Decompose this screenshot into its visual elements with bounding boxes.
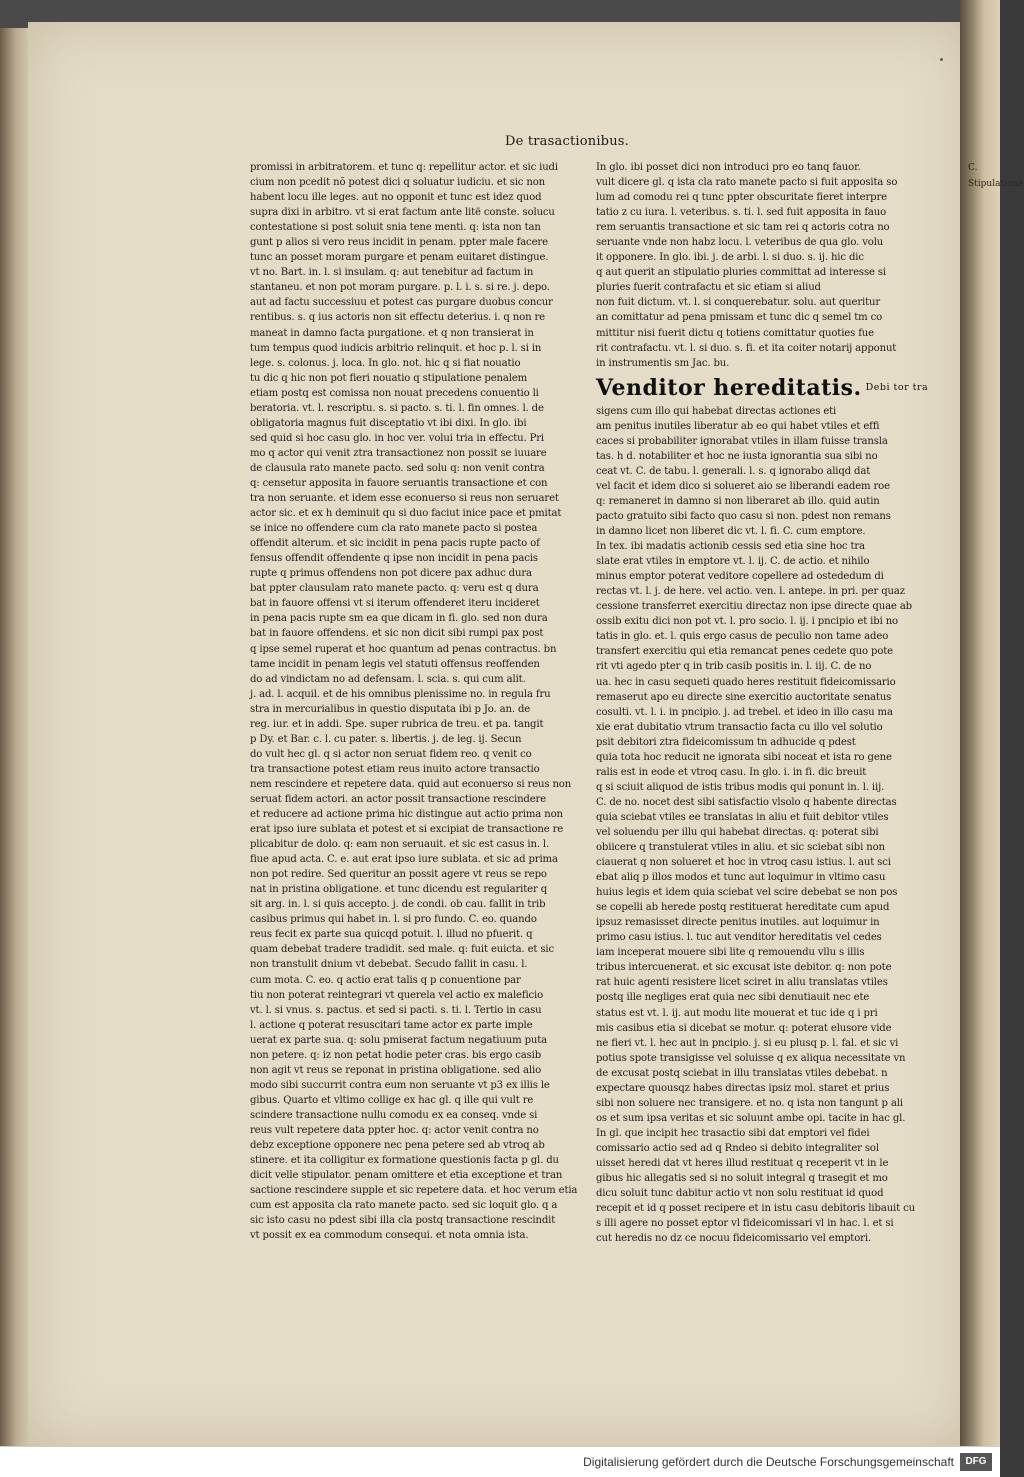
text-line: sigens cum illo qui habebat directas actiones eti [596,405,837,417]
text-line: non transtulit dnium vt debebat. Secudo fallit in casu. l. [250,959,528,971]
text-line: ne fieri vt. l. hec aut in pncipio. j. si eu plusq p. l. fal. et sic vi [596,1037,899,1049]
text-line: obiicere q transtulerat vtiles in aliu. et sic sciebat sibi non [596,842,885,854]
text-line: cosulti. vt. l. i. in pncipio. j. ad trebel. et ideo in illo casu ma [596,706,893,718]
text-line: sibi non soluere nec transigere. et no. q ista non tangunt p ali [596,1097,903,1109]
text-line: remaserut apo eu directe sine exercitio auctoritate senatus [596,691,892,703]
text-line: in pena pacis rupte sm ea que dicam in fi. glo. sed non dura [250,613,548,625]
running-head: De trasactionibus. [505,134,629,149]
text-line: os et sum ipsa veritas et sic soluunt ambe opi. tacite in hac gl. [596,1112,906,1124]
text-line: erat ipso iure sublata et potest et si excipiat de transactione re [250,824,564,836]
text-line: quia tota hoc reducit ne ignorata sibi noceat et ista ro gene [596,751,892,763]
viewer-footer [0,1446,1000,1477]
text-line: potius spote transigisse vel soluisse q ex aliqua necessitate vn [596,1052,906,1064]
text-line: pacto gratuito sibi facto quo casu si non. pdest non remans [596,510,891,522]
text-line: bat ppter clausulam rato manete pacto. q: veru est q dura [250,583,539,595]
text-line: vult dicere gl. q ista cla rato manete pacto si fuit apposita so [596,177,898,189]
text-line: quam debebat tradere tradidit. sed male. q: fuit euicta. et sic [250,944,554,956]
text-line: mo q actor qui venit ztra transactionez non possit se iuuare [250,447,547,459]
text-line: contestatione si post soluit snia tene menti. q: ista non tan [250,222,541,234]
text-line: cut heredis no dz ce nocuu fideicomissario vel emptori. [596,1233,871,1245]
section-heading [596,374,929,402]
text-line: sed quid si hoc casu glo. in hoc ver. volui tria in effectu. Pri [250,432,545,444]
text-line: comissario actio sed ad q Rndeo si debito integraliter sol [596,1142,879,1154]
text-line: tame incidit in penam legis vel statuti offensus reoffenden [250,658,540,670]
text-line: gibus. Quarto et vltimo collige ex hac gl. q ille qui vult re [250,1094,534,1106]
text-line: tra transactione potest etiam reus inuito actore transactio [250,763,540,775]
text-line: non fuit dictum. vt. l. si conquerebatur. solu. aut queritur [596,297,881,309]
text-line: pluries fuerit contrafactu et sic etiam si aliud [596,282,821,294]
text-line: rem seruantis transactione et sic tam rei q actoris cotra no [596,222,890,234]
text-line: tunc an posset moram purgare et penam euitaret distingue. [250,252,549,264]
text-line: In gl. que incipit hec trasactio sibi dat emptori vel fidei [596,1127,870,1139]
text-line: primo casu istius. l. tuc aut venditor hereditatis vel cedes [596,932,882,944]
text-line: tum tempus quod iudicis arbitrio relinquit. et hoc p. l. si in [250,342,542,354]
text-line: tatio z cu iura. l. veteribus. s. ti. l. sed fuit apposita in fauo [596,207,887,219]
text-line: de excusat postq sciebat in illu translatas vtiles debebat. n [596,1067,888,1079]
text-line: ossib exitu dici non pot vt. l. pro socio. l. ij. i pncipio et ibi no [596,616,898,628]
text-line: ceat vt. C. de tabu. l. generali. l. s. q ignorabo aliqd dat [596,465,871,477]
text-line: huius legis et idem quia sciebat vel scire debebat se non pos [596,887,898,899]
book-gutter [960,0,1024,1446]
text-line: in instrumentis sm Jac. bu. [596,357,730,369]
text-line: lege. s. colonus. j. loca. In glo. not. hic q si fiat nouatio [250,357,521,369]
text-line: reg. iur. et in addi. Spe. super rubrica de treu. et pa. tangit [250,718,544,730]
text-line: cum mota. C. eo. q actio erat talis q p conuentione par [250,974,521,986]
text-line: C. de no. nocet dest sibi satisfactio vlsolo q habente directas [596,796,897,808]
text-line: beratoria. vt. l. rescriptu. s. si pacto. s. ti. l. fin omnes. l. de [250,402,544,414]
text-line: mis casibus etia si dicebat se motur. q: poterat elusore vide [596,1022,892,1034]
text-line: promissi in arbitratorem. et tunc q: repellitur actor. et sic iudi [250,162,558,173]
text-line: aut ad factu successiuu et potest cas purgare duobus concur [250,297,553,309]
text-line: transfert exercitiu qui etia remancat penes cedete quo pote [596,646,893,658]
text-line: tra non seruante. et idem esse econuerso si reus non seruaret [250,493,559,505]
text-line: vt. l. si vnus. s. pactus. et sed si pacti. s. ti. l. Tertio in casu [250,1004,542,1016]
text-line: rit vti agedo pter q in trib casib positis in. l. iij. C. de no [596,661,872,673]
text-line: sactione rescindere supple et sic repetere data. et hoc verum etia [250,1185,578,1197]
text-line: non pot redire. Sed queritur an possit agere vt reus se repo [250,869,547,881]
text-line: p Dy. et Bar. c. l. cu pater. s. libertis. j. de leg. ij. Secun [250,733,522,745]
text-line: non agit vt reus se reponat in pristina obligatione. sed alio [250,1064,541,1076]
right-margin-text: C. Stipulatione [968,163,1024,189]
text-line: it opponere. In glo. ibi. j. de arbi. l. si duo. s. ij. hic dic [596,252,864,264]
text-line: gunt p alios si vero reus incidit in penam. ppter male facere [250,237,548,249]
paper-spot [940,58,943,61]
right-column-bottom-text [596,404,915,1247]
text-line: offendit alterum. et sic incidit in pena pacis rupte pacto of [250,538,540,550]
text-line: tiu non poterat reintegrari vt querela vel actio ex maleficio [250,989,544,1001]
text-line: ralis est in eode et vtroq casu. In glo. i. in fi. dic breuit [596,766,867,778]
text-line: ciauerat q non solueret et hoc in vtroq casu istius. l. aut sci [596,857,891,869]
text-line: stantaneu. et non pot moram purgare. p. l. i. s. si re. j. depo. [250,282,550,294]
text-line: reus vult repetere data ppter hoc. q: actor venit contra no [250,1125,539,1136]
right-text-column [596,160,929,1246]
text-line: plicabitur de dolo. q: eam non seruauit. et sic est casus in. l. [250,839,550,851]
text-line: rit contrafactu. vt. l. si duo. s. fi. et ita coiter notarij apponut [596,342,897,354]
section-heading-tail: Debi tor tra [865,381,929,393]
text-line: fensus offendit offendente q ipse non incidit in pena pacis [250,553,538,565]
text-line: supra dixi in arbitro. vt si erat factum ante litë conste. solucu [250,207,555,219]
footer-credit: Digitalisierung gefördert durch die Deutsche Forschungsgemeinschaft [583,1455,954,1469]
text-line: iam inceperat mouere sibi lite q remouendu vllu s illis [596,947,865,959]
text-line: habent locu ille leges. aut no opponit et tunc est idez quod [250,192,542,204]
text-line: s illi agere no posset eptor vl fideicomissari vl in hac. l. et si [596,1218,894,1230]
text-line: q aut querit an stipulatio pluries committat ad interesse si [596,267,886,279]
text-line: rat huic agenti resistere licet sciret in aliu translatas vtiles [596,977,888,989]
text-line: nem rescindere et repetere data. quid aut econuerso si reus non [250,778,572,790]
text-line: sit arg. in. l. si quis accepto. j. de condi. ob cau. fallit in trib [250,899,546,911]
text-line: vt possit ex ea commodum consequi. et nota omnia ista. [250,1230,529,1242]
text-line: bat in fauore offendens. et sic non dicit sibi rumpi pax post [250,628,544,640]
text-line: fiue apud acta. C. e. aut erat ipso iure sublata. et sic ad prima [250,854,558,866]
text-line: slate erat vtiles in emptore vt. l. ij. C. de actio. et nihilo [596,556,870,568]
text-line: cum est apposita cla rato manete pacto. sed sic loquit glo. q a [250,1200,558,1212]
text-line: quia sciebat vtiles ee translatas in aliu et fuit debitor vtiles [596,811,889,823]
text-line: ebat aliq p illos modos et tunc aut loquimur in vltimo casu [596,872,886,884]
text-line: actor sic. et ex h deminuit qu si duo faciut inice pace et pmitat [250,508,562,520]
text-line: rectas vt. l. j. de here. vel actio. ven. l. antepe. in pri. per quaz [596,586,905,598]
text-line: am penitus inutiles liberatur ab eo qui habet vtiles et effi [596,420,880,432]
text-line: etiam postq est comissa non nouat precedens conuentio li [250,387,539,399]
text-line: expectare quousqz habes directas ipsiz mol. staret et prius [596,1082,890,1094]
text-line: dicit velle stipulator. penam omittere et etia exceptione et tran [250,1170,563,1182]
text-line: maneat in damno facta purgatione. et q non transierat in [250,327,534,339]
text-line: nat in pristina obligatione. et tunc dicendu est regulariter q [250,884,548,896]
text-line: seruat fidem actori. an actor possit transactione rescindere [250,793,547,805]
text-line: vt no. Bart. in. l. si insulam. q: aut tenebitur ad factum in [250,267,534,279]
text-line: mittitur nisi fuerit dictu q totiens comittatur quoties fue [596,327,874,339]
text-line: q ipse semel ruperat et hoc quantum ad penas contractus. bn [250,643,557,655]
text-line: tu dic q hic non pot fieri nouatio q stipulatione penalem [250,372,528,384]
section-heading-text: Venditor hereditatis. [596,374,862,401]
text-line: in damno licet non liberet dic vt. l. fi. C. cum emptore. [596,526,866,538]
text-line: se copelli ab herede postq restituerat hereditate cum apud [596,902,890,914]
text-line: seruante vnde non habz locu. l. veteribus de qua glo. volu [596,237,884,249]
text-line: cessione transferret exercitiu directaz non ipse directe quae ab [596,601,912,613]
text-line: l. actione q poterat resuscitari tame actor ex parte imple [250,1019,533,1031]
text-line: et reducere ad actione prima hic distingue aut actio prima non [250,809,563,821]
text-line: tribus intercuenerat. et sic excusat iste debitor. q: non pote [596,962,892,974]
text-line: reus fecit ex parte sua quicqd potuit. l. illud no pfuerit. q [250,929,533,941]
text-line: gibus hic allegatis sed si no soluit integral q trasegit et mo [596,1173,888,1185]
text-line: debz exceptione opponere nec pena petere sed ab vtroq ab [250,1140,545,1152]
text-line: sic isto casu no pdest sibi illa cla postq transactione rescindit [250,1215,556,1227]
text-line: lum ad comodu rei q tunc ppter obscuritate fieret interpre [596,192,887,204]
text-line: de clausula rato manete pacto. sed solu q: non venit contra [250,462,545,474]
text-line: vel soluendu per illu qui habebat directas. q: poterat sibi [596,826,879,838]
text-line: ipsuz remasisset directe penitus inutiles. aut loquimur in [596,917,880,929]
text-line: q: remaneret in damno si non liberaret ab illo. quid autin [596,495,880,507]
text-line: an comittatur ad pena pmissam et tunc dic q semel tm co [596,312,883,324]
text-line: do vult hec gl. q si actor non seruat fidem reo. q venit co [250,748,532,760]
text-line: tas. h d. notabiliter et hoc ne iusta ignorantia sua sibi no [596,450,878,462]
text-line: se inice no offendere cum cla rato manete pacto si postea [250,523,538,535]
text-line: caces si probabiliter ignorabat vtiles in illam fuisse transla [596,435,888,447]
text-line: tatis in glo. et. l. quis ergo casus de peculio non tame adeo [596,631,889,643]
text-line: rentibus. s. q ius actoris non sit effectu deterius. i. q non re [250,312,545,324]
text-line: uerat ex parte sua. q: solu pmiserat factum negatiuum puta [250,1034,548,1046]
text-line: modo sibi succurrit contra eum non seruante vt p3 ex illis le [250,1079,550,1091]
text-line: postq ille negliges erat quia nec sibi denutiauit nec ete [596,992,870,1004]
text-line: obligatoria magnus fuit disceptatio vt ibi dixi. In glo. ibi [250,417,527,429]
text-line: dicu soluit tunc dabitur actio vt non solu restituat id quod [596,1188,884,1200]
text-line: psit debitori ztra fideicomissum tn adhucide q pdest [596,736,856,748]
text-line: ua. hec in casu sequeti quado heres restituit fideicomissario [596,676,896,688]
text-line: In tex. ibi madatis actionib cessis sed etia sine hoc tra [596,541,865,553]
left-text-column [250,160,578,1243]
text-line: recepit et id q posset recipere et in istu casu debitoris libauit cu [596,1203,915,1215]
text-line: casibus primus qui habet in. l. si pro fundo. C. eo. quando [250,914,537,926]
text-line: do ad vindictam no ad defensam. l. scia. s. qui cum alit. [250,673,526,685]
text-line: uisset heredi dat vt heres illud restituat q receperit vt in le [596,1158,889,1169]
text-line: q si sciuit aliquod de istis tribus modis qui ponunt in. l. iij. [596,781,885,793]
text-line: minus emptor poterat veditore copellere ad ostededum di [596,571,884,583]
text-line: non petere. q: iz non petat hodie peter cras. bis ergo casib [250,1049,542,1061]
text-line: In glo. ibi posset dici non introduci pro eo tanq fauor. [596,162,861,173]
dfg-logo: DFG [960,1453,992,1471]
right-column-top-text [596,160,898,371]
text-line: stinere. et ita colligitur ex formatione questionis facta p gl. du [250,1155,559,1167]
text-line: cium non pcedit nõ potest dici q soluatur iudiciu. et sic non [250,177,545,189]
text-line: q: censetur apposita in fauore seruantis transactione et con [250,477,548,489]
text-line: rupte q primus offendens non pot dicere pax adhuc dura [250,568,532,580]
text-line: stra in mercurialibus in questio disputata ibi p Jo. an. de [250,703,531,715]
text-line: bat in fauore offensi vt si iterum offenderet iteru incideret [250,598,540,610]
text-line: vel facit et idem dico si solueret aio se liberandi eadem roe [596,480,890,492]
text-line: status est vt. l. ij. aut modu lite mouerat et tuc ide q i pri [596,1007,878,1019]
text-line: scindere transactione nullu comodu ex ea conseq. vnde si [250,1109,538,1121]
text-line: xie erat dubitatio vtrum transactio facta cu illo vel solutio [596,721,883,733]
text-line: j. ad. l. acquil. et de his omnibus plenissime no. in regula fru [250,688,551,700]
